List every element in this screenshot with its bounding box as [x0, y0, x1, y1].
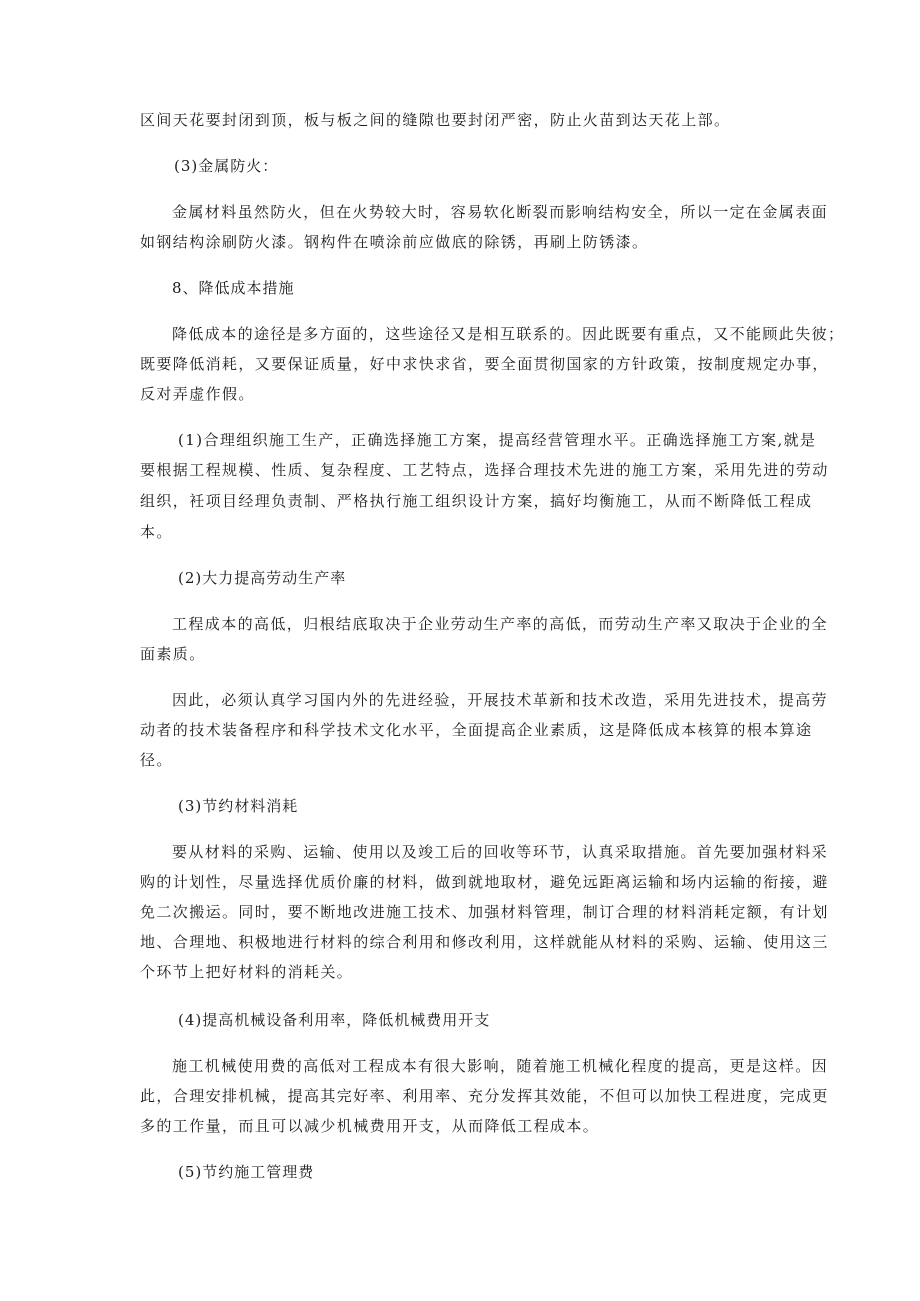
paragraph-line: 如钢结构涂刷防火漆。钢构件在喷涂前应做底的除锈，再刷上防锈漆。 [140, 233, 649, 251]
paragraph-line: 径。 [140, 751, 173, 769]
paragraph-line: 金属材料虽然防火，但在火势较大时，容易软化断裂而影响结构安全，所以一定在金属表面 [172, 203, 829, 221]
paragraph-line: 反对弄虚作假。 [140, 385, 255, 403]
section-heading-machinery-utilization: (4)提高机械设备利用率，降低机械费用开支 [178, 1011, 491, 1029]
section-heading-material-savings: (3)节约材料消耗 [178, 797, 299, 815]
paragraph-line: 面素质。 [140, 645, 206, 663]
paragraph-line: 要从材料的采购、运输、使用以及竣工后的回收等环节，认真采取措施。首先要加强材料采 [172, 843, 829, 861]
paragraph-line: 区间天花要封闭到顶，板与板之间的缝隙也要封闭严密，防止火苗到达天花上部。 [140, 111, 731, 129]
paragraph-line: 因此，必须认真学习国内外的先进经验，开展技术革新和技术改造，采用先进技术，提高劳 [172, 691, 829, 709]
section-heading-cost-reduction: 8、降低成本措施 [172, 279, 295, 297]
paragraph-line: 免二次搬运。同时，要不断地改进施工技术、加强材料管理，制订合理的材料消耗定额，有计划 [140, 903, 829, 921]
paragraph-line: 施工机械使用费的高低对工程成本有很大影响，随着施工机械化程度的提高，更是这样。因 [172, 1057, 829, 1075]
paragraph-line: 多的工作量，而且可以减少机械费用开支，从而降低工程成本。 [140, 1117, 600, 1135]
paragraph-line: 组织，衽项目经理负责制、严格执行施工组织设计方案，搞好均衡施工，从而不断降低工程成 [140, 492, 813, 510]
section-heading-labor-productivity: (2)大力提高劳动生产率 [178, 569, 347, 587]
paragraph-line: 既要降低消耗，又要保证质量，好中求快求省，要全面贯彻国家的方针政策，按制度规定办事， [140, 355, 829, 373]
paragraph-line: 个环节上把好材料的消耗关。 [140, 963, 354, 981]
paragraph-line: 要根据工程规模、性质、复杂程度、工艺特点，选择合理技术先进的施工方案，采用先进的劳动 [140, 461, 829, 479]
paragraph-line: 降低成本的途径是多方面的，这些途径又是相互联系的。因此既要有重点，又不能顾此失彼； [172, 325, 845, 343]
paragraph-line: 地、合理地、积极地进行材料的综合利用和修改利用，这样就能从材料的采购、运输、使用这三 [140, 933, 829, 951]
paragraph-line: 此，合理安排机械，提高其完好率、利用率、充分发挥其效能，不但可以加快工程进度，完成更 [140, 1087, 829, 1105]
section-heading-management-costs: (5)节约施工管理费 [178, 1163, 315, 1181]
paragraph-line: 购的计划性，尽量选择优质价廉的材料，做到就地取材，避免远距离运输和场内运输的衔接，避 [140, 873, 829, 891]
paragraph-line: (1)合理组织施工生产，正确选择施工方案，提高经营管理水平。正确选择施工方案,就是 [178, 431, 817, 449]
paragraph-line: 动者的技术装备程序和科学技术文化水平，全面提高企业素质，这是降低成本核算的根本算途 [140, 721, 813, 739]
paragraph-line: 本。 [140, 523, 173, 541]
paragraph-line: 工程成本的高低，归根结底取决于企业劳动生产率的高低，而劳动生产率又取决于企业的全 [172, 615, 829, 633]
section-heading-metal-fireproofing: (3)金属防火： [174, 157, 279, 175]
